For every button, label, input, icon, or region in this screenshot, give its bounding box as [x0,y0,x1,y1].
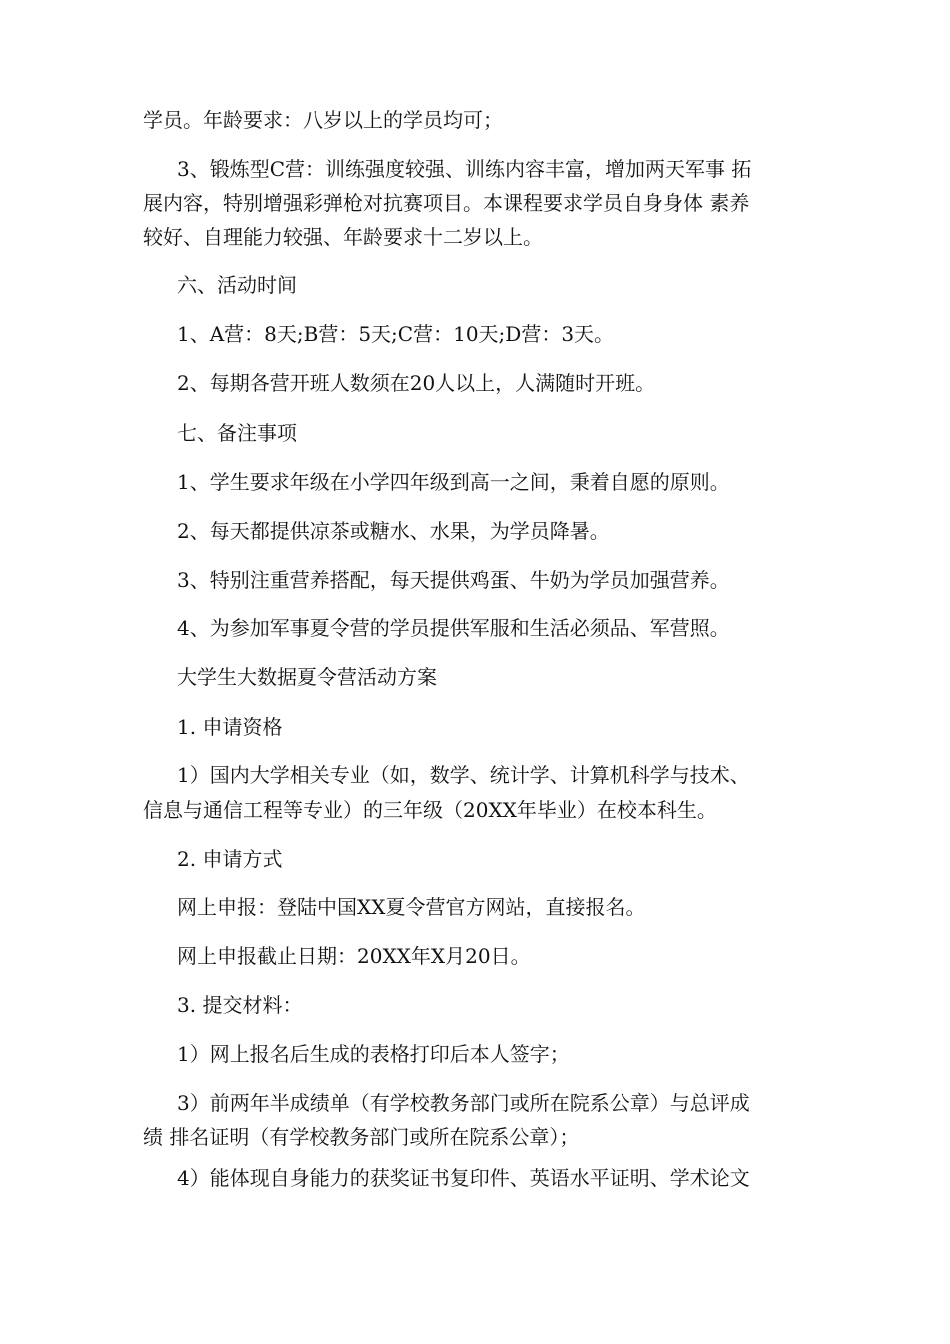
document-title: 大学生大数据夏令营活动方案 [177,665,437,689]
text-line: 网上申报截止日期：20XX年X月20日。 [177,944,531,968]
text-line: 1、A营：8天;B营：5天;C营：10天;D营：3天。 [177,322,615,346]
text-line: 1）国内大学相关专业（如，数学、统计学、计算机科学与技术、 [177,763,750,787]
text-line: 网上申报：登陆中国XX夏令营官方网站，直接报名。 [177,895,646,919]
text-line: 展内容，特别增强彩弹枪对抗赛项目。本课程要求学员自身身体 素养 [143,191,750,215]
section-heading: 七、备注事项 [177,421,297,445]
text-line: 4）能体现自身能力的获奖证书复印件、英语水平证明、学术论文 [177,1166,750,1190]
text-line: 2、每天都提供凉茶或糖水、水果，为学员降暑。 [177,519,610,543]
text-line: 1）网上报名后生成的表格打印后本人签字； [177,1042,570,1066]
text-line: 信息与通信工程等专业）的三年级（20XX年毕业）在校本科生。 [143,798,717,822]
text-line: 较好、自理能力较强、年龄要求十二岁以上。 [143,225,543,249]
text-line: 1、学生要求年级在小学四年级到高一之间，秉着自愿的原则。 [177,470,730,494]
text-line: 学员。年龄要求：八岁以上的学员均可； [143,108,503,132]
section-heading: 六、活动时间 [177,273,297,297]
text-line: 2、每期各营开班人数须在20人以上，人满随时开班。 [177,371,656,395]
text-line: 3、锻炼型C营：训练强度较强、训练内容丰富，增加两天军事 拓 [177,157,752,181]
text-line: 绩 排名证明（有学校教务部门或所在院系公章）； [143,1125,580,1149]
text-line: 4、为参加军事夏令营的学员提供军服和生活必须品、军营照。 [177,616,730,640]
section-heading: 1. 申请资格 [177,715,283,739]
text-line: 3、特别注重营养搭配，每天提供鸡蛋、牛奶为学员加强营养。 [177,568,730,592]
section-heading: 3. 提交材料： [177,993,303,1017]
section-heading: 2. 申请方式 [177,847,283,871]
text-line: 3）前两年半成绩单（有学校教务部门或所在院系公章）与总评成 [177,1091,750,1115]
